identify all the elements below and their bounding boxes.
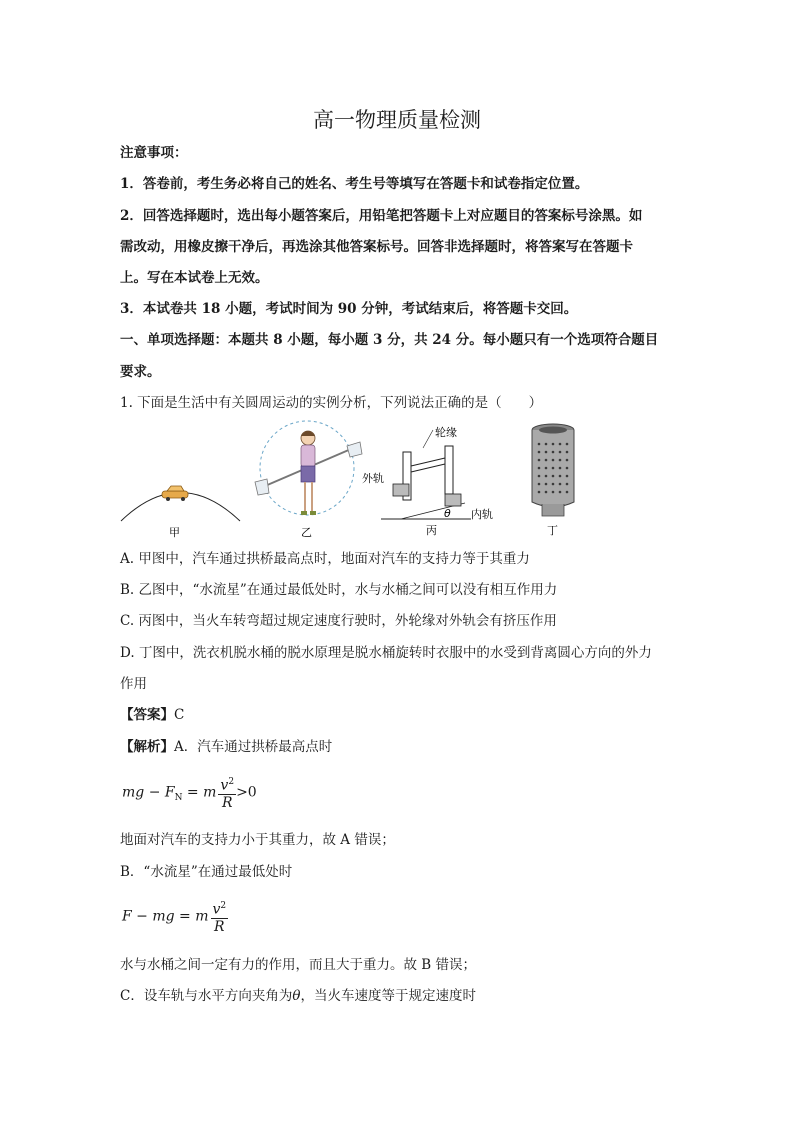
section-heading-2: 要求。 (120, 364, 161, 380)
figure-label-bing: 丙 (426, 524, 437, 537)
eq1-equals: = (182, 784, 204, 801)
notice-item-2b: 需改动，用橡皮擦干净后，再选涂其他答案标号。回答非选择题时，将答案写在答题卡 (120, 239, 633, 255)
analysis-c-line (120, 986, 476, 1006)
figure-label-lunyuan: 轮缘 (435, 426, 457, 439)
option-a: A. 甲图中，汽车通过拱桥最高点时，地面对汽车的支持力等于其重力 (120, 551, 530, 567)
eq1-mg: mg (122, 784, 145, 801)
question-1-figure (115, 416, 585, 540)
eq2-num-sup: 2 (220, 901, 227, 911)
eq1-num: v (220, 777, 229, 794)
eq2-den: R (214, 918, 225, 935)
eq1-minus: − (144, 784, 165, 801)
eq1-den: R (221, 794, 233, 811)
figure-label-ding: 丁 (547, 524, 558, 537)
conclusion-b: 水与水桶之间一定有力的作用，而且大于重力。故 B 错误； (120, 957, 477, 973)
option-c: C. 丙图中，当火车转弯超过规定速度行驶时，外轮缘对外轨会有挤压作用 (120, 613, 557, 629)
conclusion-a: 地面对汽车的支持力小于其重力，故 A 错误； (120, 832, 395, 848)
analysis-a-text: A．汽车通过拱桥最高点时 (174, 739, 333, 755)
figure-label-jia: 甲 (169, 526, 180, 539)
eq1-num-sup: 2 (228, 777, 235, 787)
notice-item-2c: 上。写在本试卷上无效。 (120, 270, 269, 286)
eq1-f-sub: N (174, 793, 183, 804)
option-d-line-1: D. 丁图中，洗衣机脱水桶的脱水原理是脱水桶旋转时衣服中的水受到背离圆心方向的外力 (120, 645, 652, 661)
analysis-line-a (120, 737, 332, 757)
analysis-c-text-a: C．设车轨与水平方向夹角为 (120, 988, 293, 1004)
option-d-line-2: 作用 (120, 676, 147, 692)
eq1-m: m (203, 784, 217, 801)
analysis-b-text: B．“水流星”在通过最低处时 (120, 864, 293, 880)
question-1-stem: 1. 下面是生活中有关圆周运动的实例分析，下列说法正确的是（ ） (120, 395, 543, 411)
notice-item-2a: 2．回答选择题时，选出每小题答案后，用铅笔把答题卡上对应题目的答案标号涂黑。如 (120, 208, 643, 224)
figure-label-theta: θ (444, 507, 451, 520)
eq2-lhs: F − mg = m (122, 908, 209, 925)
section-heading-1: 一、单项选择题：本题共 8 小题，每小题 3 分，共 24 分。每小题只有一个选项符合题目 (120, 332, 659, 348)
analysis-c-theta: θ (292, 988, 301, 1004)
page-title: 高一物理质量检测 (313, 108, 481, 132)
car-icon (162, 486, 188, 501)
analysis-label: 【解析】 (120, 739, 174, 755)
eq2-num: v (212, 901, 221, 918)
answer-label: 【答案】 (120, 707, 174, 723)
notice-item-1: 1．答卷前，考生务必将自己的姓名、考生号等填写在答题卡和试卷指定位置。 (120, 176, 589, 192)
girl-figure (301, 431, 316, 515)
eq2-fraction (211, 898, 229, 935)
notice-heading: 注意事项： (120, 145, 188, 161)
eq1-rhs: >0 (236, 784, 257, 801)
figure-label-neigui: 内轨 (471, 508, 493, 521)
eq1-f: F (164, 784, 175, 801)
equation-2 (122, 898, 228, 935)
eq1-fraction (218, 774, 236, 811)
spin-drum-icon (532, 424, 574, 516)
equation-1 (122, 774, 257, 811)
notice-item-3: 3．本试卷共 18 小题，考试时间为 90 分钟，考试结束后，将答题卡交回。 (120, 301, 578, 317)
answer-line (120, 705, 184, 725)
figure-label-waigui: 外轨 (362, 472, 384, 485)
answer-value: C (174, 707, 185, 723)
rail-wheel-assembly (393, 430, 461, 506)
analysis-c-text-b: ，当火车速度等于规定速度时 (300, 988, 476, 1004)
option-b: B. 乙图中，“水流星”在通过最低处时，水与水桶之间可以没有相互作用力 (120, 582, 558, 598)
figure-label-yi: 乙 (301, 526, 312, 539)
